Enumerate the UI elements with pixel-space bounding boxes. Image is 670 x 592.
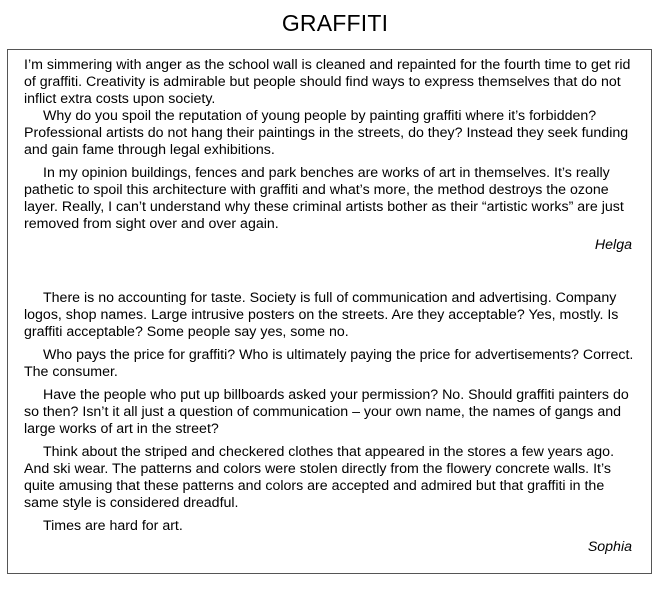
signature-helga: Helga	[594, 237, 632, 253]
letter-paragraph: Why do you spoil the reputation of young people by painting graffiti where it’s forbidden? Professional artists do not hang their paintings in the streets, do they? Instead they seek funding and gain fame through legal exhibitions.	[24, 108, 629, 158]
letter-paragraph: Who pays the price for graffiti? Who is ultimately paying the price for advertisements? Correct. The consumer.	[24, 347, 634, 380]
letter-sophia	[24, 290, 636, 556]
letter-paragraph: I’m simmering with anger as the school wall is cleaned and repainted for the fourth time to get rid of graffiti. Creativity is admirable but people should find ways to express themselves that do not inflict extra costs upon society.	[24, 57, 631, 107]
letter-paragraph: There is no accounting for taste. Society is full of communication and advertising. Company logos, shop names. Large intrusive posters on the streets. Are they acceptable? Yes, mostly. Is graffiti acceptable? Some people say yes, some no.	[24, 290, 619, 340]
letter-paragraph: Have the people who put up billboards asked your permission? No. Should graffiti painters do so then? Isn’t it all just a question of communication – your own name, the names of gangs and large works of art in the street?	[24, 387, 629, 437]
letter-paragraph: Think about the striped and checkered clothes that appeared in the stores a few years ago. And ski wear. The patterns and colors were stolen directly from the flowery concrete walls. It’s quite amusing that these patterns and colors are accepted and admired but that graffiti in the same style is considered dreadful.	[24, 444, 615, 511]
letter-paragraph: In my opinion buildings, fences and park benches are works of art in themselves. It’s really pathetic to spoil this architecture with graffiti and what’s more, the method destroys the ozone layer. Really, I can’t understand why these criminal artists bother as their “artistic works” are just removed from sight over and over again.	[24, 165, 624, 232]
page-title: GRAFFITI	[281, 10, 389, 36]
letter-paragraph: Times are hard for art.	[43, 518, 183, 534]
letter-helga	[24, 57, 636, 254]
signature-sophia: Sophia	[587, 539, 632, 555]
